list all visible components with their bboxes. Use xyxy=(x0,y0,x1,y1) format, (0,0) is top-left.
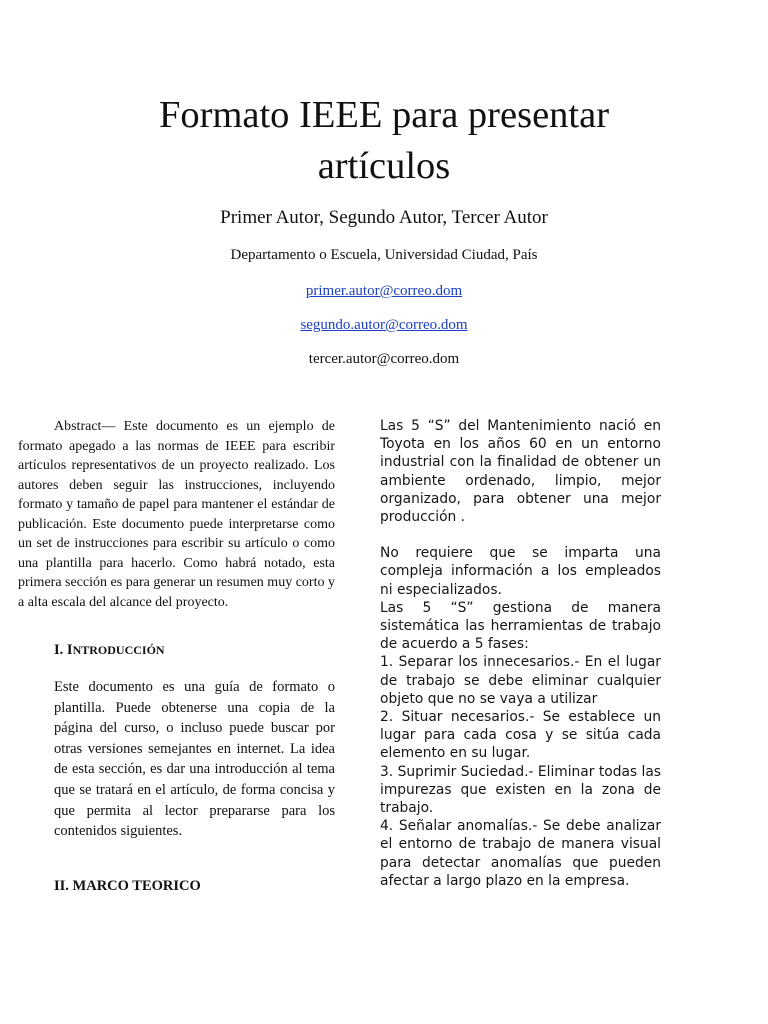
section-heading-marco-teorico: II. MARCO TEORICO xyxy=(54,878,201,894)
abstract-block xyxy=(18,417,335,612)
list-item: 2. Situar necesarios.- Se establece un lugar para cada cosa y se sitúa cada elemento en su lugar. xyxy=(380,709,661,762)
email-link-primer-autor[interactable]: primer.autor@correo.dom xyxy=(305,283,463,299)
section-title-rest: NTRODUCCIÓN xyxy=(72,643,165,657)
paper-title-line-1: Formato IEEE para presentar xyxy=(158,94,610,136)
section-title-initial: I xyxy=(66,642,73,658)
abstract-text: Abstract— Este documento es un ejemplo de formato apegado a las normas de IEEE para escribir artículos representativos de un proyecto realizado. Los autores deben seguir las instrucciones, incluyendo formato y tamaño de papel para mantener el estándar de publicación. Este documento puede interpretarse como un set de instrucciones para escribir su artículo o como una plantilla para hacerlo. Como habrá notado, esta primera sección es para generar un resumen muy corto y a alta escala del alcance del proyecto. xyxy=(18,419,335,610)
paragraph-spacer xyxy=(380,526,661,544)
paragraph-5s-phases: Las 5 “S” gestiona de manera sistemática las herramientas de trabajo de acuerdo a 5 fases: xyxy=(380,599,661,653)
introduccion-body xyxy=(54,677,335,842)
right-column xyxy=(380,417,661,890)
paragraph-5s-requirement: No requiere que se imparta una compleja información a los empleados ni especializados. xyxy=(380,545,661,598)
email-tercer-autor: tercer.autor@correo.dom xyxy=(308,351,460,367)
introduccion-text: Este documento es una guía de formato o plantilla. Puede obtenerse una copia de la página del curso, o incluso puede buscar por otras versiones semejantes en internet. La idea de esta sección, es dar una introducción al tema que se tratará en el artículo, de forma concisa y que permita al lector prepararse para los contenidos siguientes. xyxy=(54,679,335,840)
email-primer-autor xyxy=(84,281,684,301)
email-segundo-autor xyxy=(84,315,684,335)
author-list: Primer Autor, Segundo Autor, Tercer Autor xyxy=(220,207,548,228)
paper-title xyxy=(84,90,684,192)
paper-title-line-2: artículos xyxy=(317,145,451,187)
list-item: 3. Suprimir Suciedad.- Eliminar todas las impurezas que existen en la zona de trabajo. xyxy=(380,763,661,817)
paragraph-5s-origin: Las 5 “S” del Mantenimiento nació en Toyota en los años 60 en un entorno industrial con la finalidad de obtener un ambiente ordenado, limpio, mejor organizado, para obtener una mejor producción . xyxy=(380,418,661,526)
affiliation: Departamento o Escuela, Universidad Ciudad, País xyxy=(230,247,538,263)
email-link-segundo-autor[interactable]: segundo.autor@correo.dom xyxy=(300,317,468,333)
list-item: 4. Señalar anomalías.- Se debe analizar el entorno de trabajo de manera visual para detectar anomalías que pueden afectar a largo plazo en la empresa. xyxy=(380,818,661,889)
list-item: 1. Separar los innecesarios.- En el lugar de trabajo se debe eliminar cualquier objeto que no se vaya a utilizar xyxy=(380,654,661,707)
section-number: I. xyxy=(54,642,64,658)
section-heading-introduccion xyxy=(54,640,165,660)
